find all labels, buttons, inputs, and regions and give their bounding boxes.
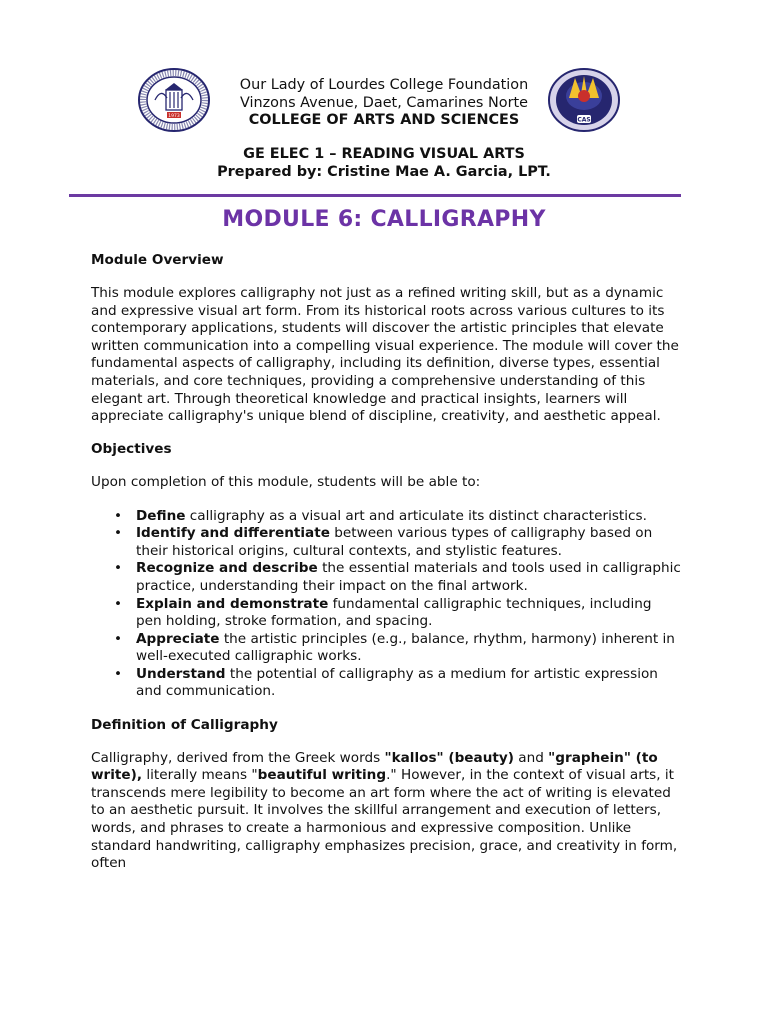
objective-verb: Recognize and describe [136, 560, 318, 577]
objective-text: the essential materials and tools used in calligraphic practice, understanding their impact on the final artwork. [136, 560, 681, 594]
objective-text: calligraphy as a visual art and articulate its distinct characteristics. [185, 507, 647, 524]
objective-text: between various types of calligraphy based on their historical origins, cultural contexts, and stylistic features. [136, 525, 653, 559]
list-item [136, 596, 681, 631]
definition-paragraph [91, 750, 681, 873]
college-name: COLLEGE OF ARTS AND SCIENCES [248, 112, 520, 128]
text-run: and [513, 749, 549, 766]
objective-verb: Appreciate [136, 630, 220, 647]
seal-year: 1973 [168, 114, 180, 119]
course-header [140, 146, 628, 181]
list-item [136, 508, 681, 526]
list-item [136, 631, 681, 666]
text-run: Calligraphy, derived from the Greek words [91, 749, 385, 766]
objective-text: the potential of calligraphy as a medium for artistic expression and communication. [136, 665, 658, 700]
bold-term: beautiful writing [257, 767, 387, 784]
header [140, 77, 628, 130]
list-item [136, 560, 681, 595]
bold-term: "graphein" (to write), [91, 749, 658, 784]
objectives-intro: Upon completion of this module, students will be able to: [91, 474, 481, 491]
definition-heading: Definition of Calligraphy [91, 716, 278, 733]
seal-text: CAS [577, 116, 591, 124]
objective-verb: Identify and differentiate [136, 525, 330, 542]
header-divider [69, 194, 681, 197]
institution-name: Our Lady of Lourdes College Foundation [239, 77, 529, 93]
objective-verb: Explain and demonstrate [136, 595, 329, 612]
module-title: MODULE 6: CALLIGRAPHY [222, 207, 546, 232]
objective-text: the artistic principles (e.g., balance, rhythm, harmony) inherent in well-executed calligraphic works. [136, 630, 675, 665]
prepared-by: Prepared by: Cristine Mae A. Garcia, LPT. [217, 163, 551, 180]
objectives-heading: Objectives [91, 441, 172, 458]
bold-term: "kallos" (beauty) [384, 749, 514, 766]
objective-verb: Understand [136, 665, 226, 682]
list-item [136, 525, 681, 560]
module-content [91, 252, 681, 873]
objectives-list [91, 508, 681, 702]
objective-text: fundamental calligraphic techniques, including pen holding, stroke formation, and spacing. [136, 595, 652, 630]
objective-verb: Define [136, 507, 186, 524]
list-item [136, 666, 681, 701]
institution-address: Vinzons Avenue, Daet, Camarines Norte [239, 94, 528, 111]
overview-heading: Module Overview [91, 252, 224, 268]
text-run: literally means " [142, 767, 258, 784]
overview-paragraph: This module explores calligraphy not just as a refined writing skill, but as a dynamic and expressive visual art form. From its historical roots across various cultures to its contemporary applications, students will discover the artistic principles that elevate written communication into a compelling visual experience. The module will cover the fundamental aspects of calligraphy, including its definition, diverse types, essential materials, and core techniques, providing a comprehensive understanding of this elegant art. Through theoretical knowledge and practical insights, learners will appreciate calligraphy's unique blend of discipline, creativity, and aesthetic appeal. [91, 285, 679, 425]
text-run: ." However, in the context of visual arts, it transcends mere legibility to become an art form where the act of writing is elevated to an aesthetic pursuit. It involves the skillful arrangement and execution of letters, words, and phrases to create a harmonious and expressive composition. Unlike standard handwriting, calligraphy emphasizes precision, grace, and creativity in form, often [91, 767, 678, 872]
course-name: GE ELEC 1 – READING VISUAL ARTS [243, 146, 525, 162]
